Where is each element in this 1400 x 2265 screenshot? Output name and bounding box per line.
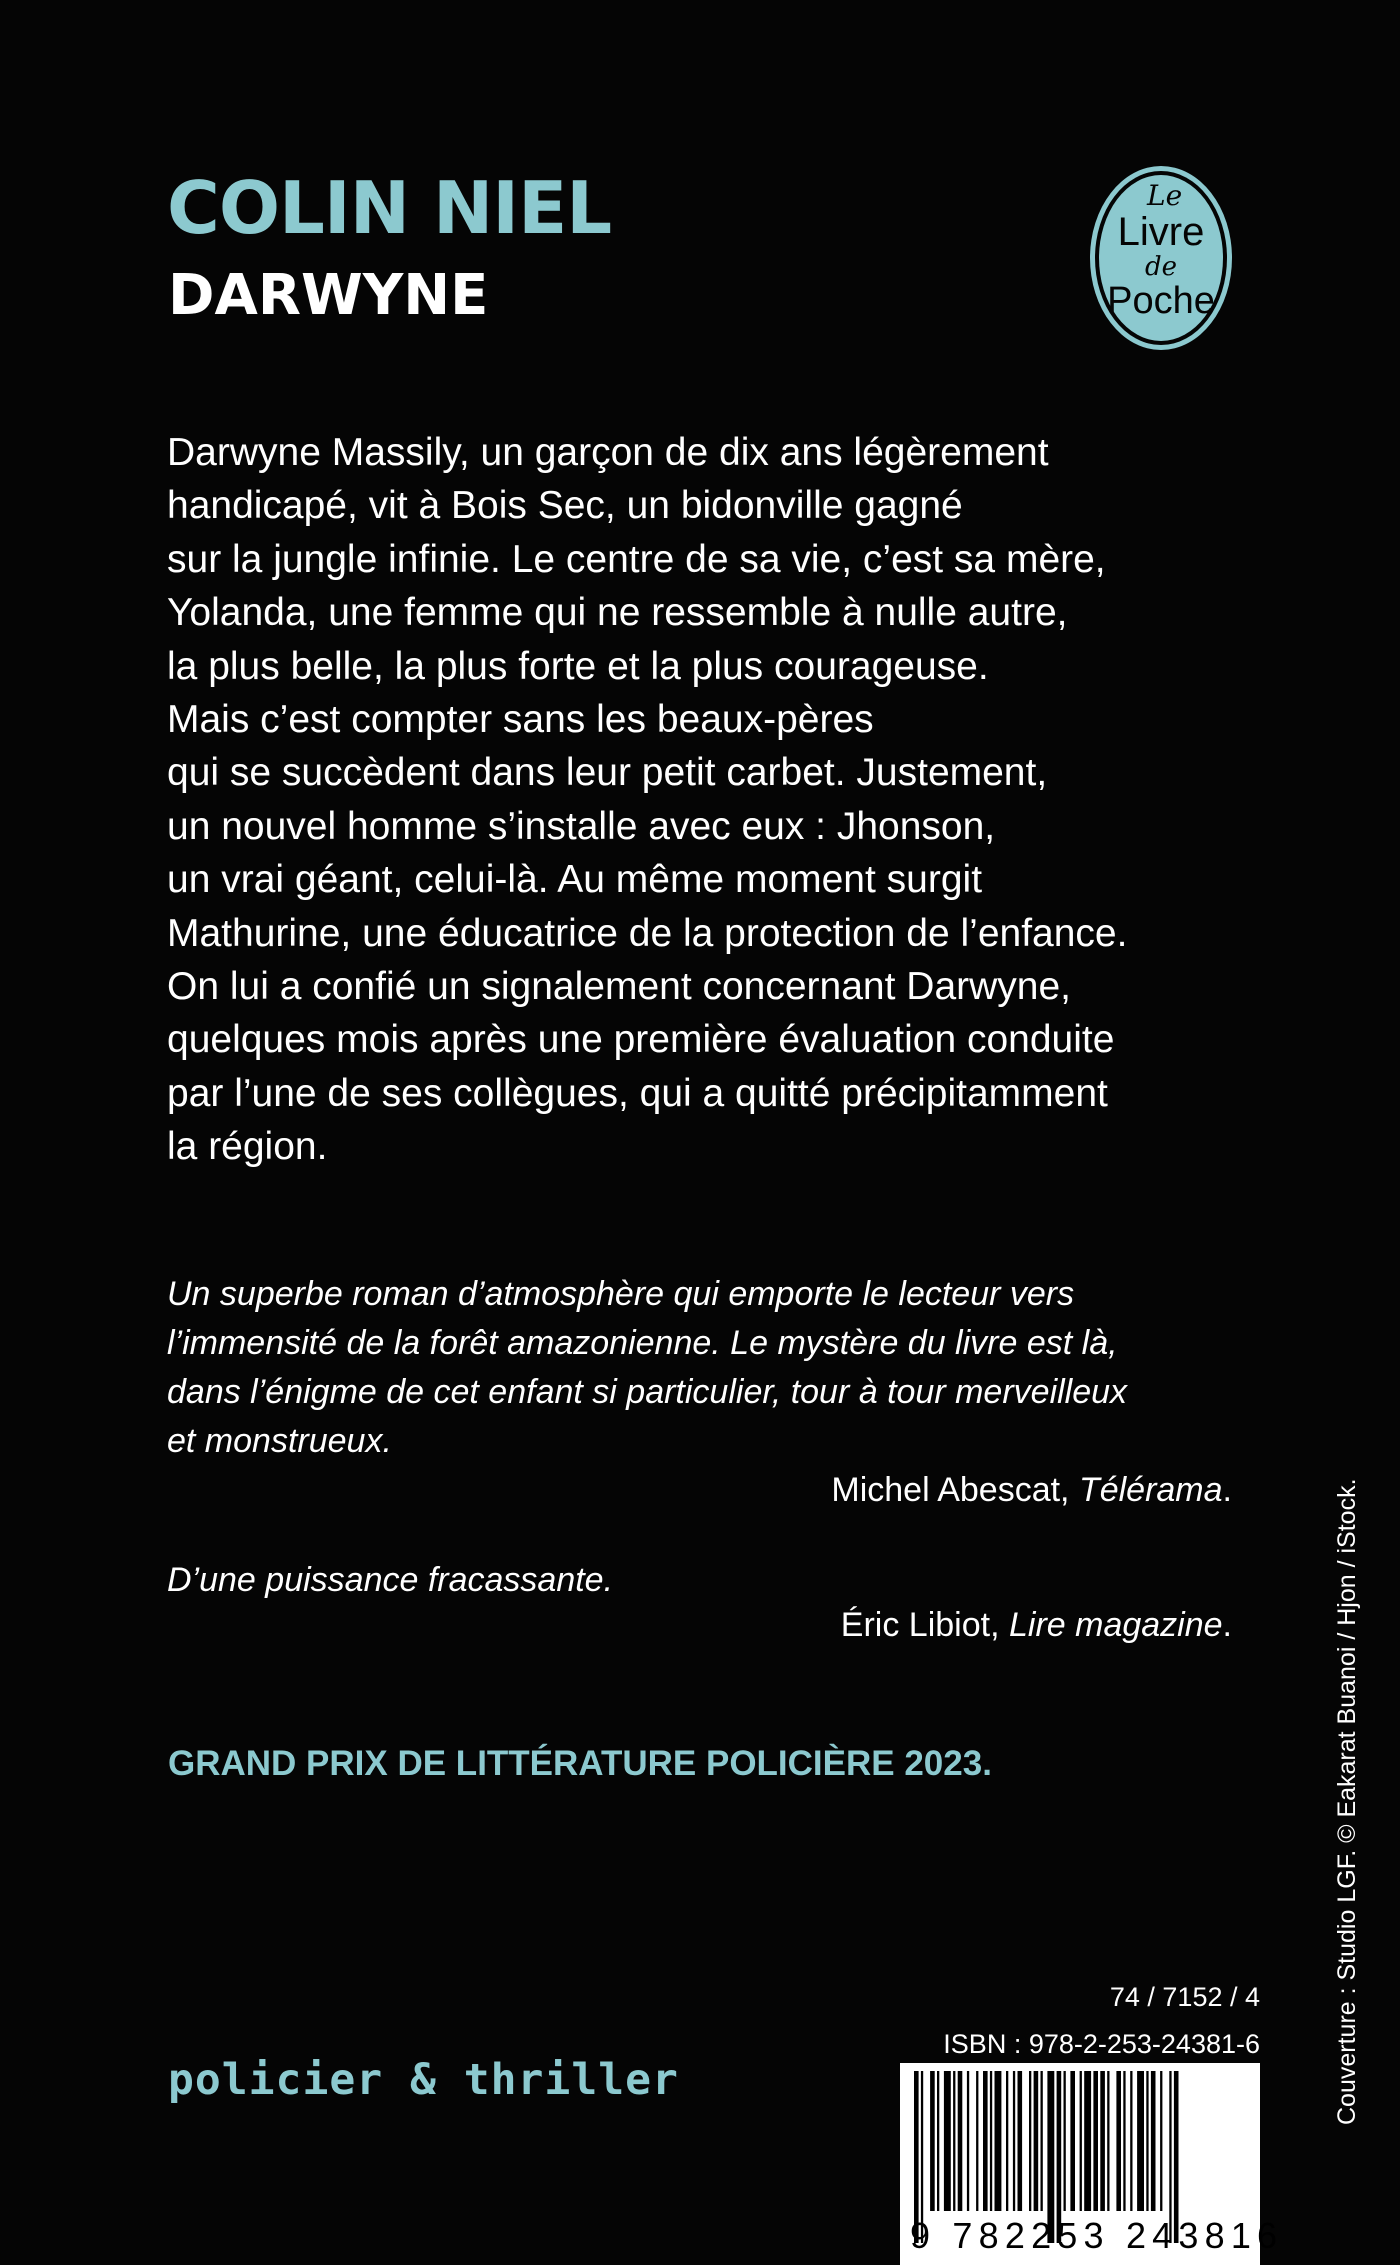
barcode-bar — [1034, 2071, 1039, 2211]
barcode-bar — [1013, 2071, 1015, 2211]
barcode-bar — [995, 2071, 1002, 2211]
barcode-bar — [1018, 2071, 1023, 2211]
synopsis-line: Mais c’est compter sans les beaux-pères — [167, 698, 874, 742]
synopsis-line: Mathurine, une éducatrice de la protection de l’enfance. — [167, 911, 1128, 955]
barcode-bar — [1123, 2071, 1125, 2211]
barcode-bar — [1070, 2071, 1075, 2211]
synopsis-line: par l’une de ses collègues, qui a quitté précipitamment — [167, 1071, 1108, 1115]
barcode-bar — [1151, 2071, 1156, 2211]
review-quote-lire — [167, 1556, 1247, 1605]
publication-name: Télérama — [1078, 1471, 1223, 1509]
barcode-bar — [1064, 2071, 1066, 2211]
isbn: ISBN : 978-2-253-24381-6 — [943, 2029, 1260, 2059]
synopsis-line: la plus belle, la plus forte et la plus courageuse. — [167, 644, 989, 688]
synopsis-line: quelques mois après une première évaluation conduite — [167, 1018, 1115, 1062]
barcode-bar — [958, 2071, 963, 2211]
svg-text:Le: Le — [1147, 179, 1183, 212]
review-attribution-lire — [841, 1606, 1232, 1645]
barcode-digits: 9 782253 243816 — [910, 2215, 1284, 2256]
barcode — [900, 2063, 1284, 2265]
barcode-bar — [1107, 2071, 1109, 2211]
barcode-bar — [944, 2071, 951, 2211]
synopsis-line: On lui a confié un signalement concernant Darwyne, — [167, 965, 1072, 1009]
barcode-bar — [930, 2071, 935, 2211]
synopsis-line: Darwyne Massily, un garçon de dix ans légèrement — [167, 431, 1049, 474]
barcode-bar — [1084, 2071, 1091, 2211]
attribution-period: . — [1222, 1471, 1232, 1509]
barcode-bar — [937, 2071, 939, 2211]
reviewer-name: Éric Libiot, — [840, 1606, 1009, 1644]
barcode-bar — [1130, 2071, 1132, 2211]
synopsis-line: sur la jungle infinie. Le centre de sa vie, c’est sa mère, — [167, 537, 1106, 581]
book-title: DARWYNE — [168, 263, 489, 328]
barcode-bar — [1080, 2071, 1082, 2211]
svg-text:Livre: Livre — [1117, 210, 1205, 254]
synopsis-line: un vrai géant, celui-là. Au même moment surgit — [167, 858, 983, 902]
synopsis-line: handicapé, vit à Bois Sec, un bidonville gagné — [167, 484, 963, 528]
quote-line: et monstrueux. — [167, 1422, 392, 1460]
barcode-bar — [1100, 2071, 1105, 2211]
reference-number: 74 / 7152 / 4 — [1109, 1982, 1260, 2012]
barcode-bar — [1093, 2071, 1098, 2211]
collection-name: policier & thriller — [168, 2055, 679, 2105]
reviewer-name: Michel Abescat, — [831, 1471, 1079, 1509]
quote-line: dans l’énigme de cet enfant si particulier, tour à tour merveilleux — [167, 1373, 1128, 1411]
cover-credit: Couverture : Studio LGF. © Eakarat Buanoi / Hjon / iStock. — [1333, 1478, 1361, 2125]
barcode-bar — [953, 2071, 955, 2211]
synopsis-line: Yolanda, une femme qui ne ressemble à nulle autre, — [167, 591, 1068, 635]
barcode-bar — [976, 2071, 978, 2211]
barcode-bar — [1041, 2071, 1043, 2211]
synopsis-line: la région. — [167, 1125, 328, 1169]
author-name: COLIN NIEL — [167, 166, 612, 250]
quote-line: Un superbe roman d’atmosphère qui emporte le lecteur vers — [167, 1275, 1075, 1313]
review-attribution-telerama — [831, 1471, 1232, 1510]
barcode-bar — [983, 2071, 988, 2211]
attribution-period: . — [1222, 1606, 1232, 1644]
synopsis-line: qui se succèdent dans leur petit carbet. Justement, — [167, 751, 1048, 795]
barcode-bar — [1116, 2071, 1121, 2211]
product-codes — [943, 1974, 1260, 2068]
publication-name: Lire magazine — [1008, 1606, 1223, 1644]
quote-line: D’une puissance fracassante. — [167, 1561, 614, 1599]
barcode-bar — [990, 2071, 992, 2211]
svg-text:Poche: Poche — [1107, 280, 1215, 322]
barcode-bar — [1137, 2071, 1144, 2211]
quote-line: l’immensité de la forêt amazonienne. Le mystère du livre est là, — [167, 1324, 1118, 1362]
review-quote-telerama — [167, 1270, 1247, 1466]
barcode-bar — [967, 2071, 969, 2211]
synopsis — [167, 426, 1257, 1174]
barcode-bar — [1146, 2071, 1148, 2211]
livre-de-poche-logo — [1087, 163, 1235, 353]
barcode-bar — [1160, 2071, 1162, 2211]
synopsis-line: un nouvel homme s’installe avec eux : Jhonson, — [167, 804, 996, 848]
prize-award: GRAND PRIX DE LITTÉRATURE POLICIÈRE 2023. — [168, 1744, 992, 1783]
barcode-bar — [1006, 2071, 1008, 2211]
barcode-bar — [1029, 2071, 1031, 2211]
svg-text:de: de — [1144, 252, 1178, 282]
